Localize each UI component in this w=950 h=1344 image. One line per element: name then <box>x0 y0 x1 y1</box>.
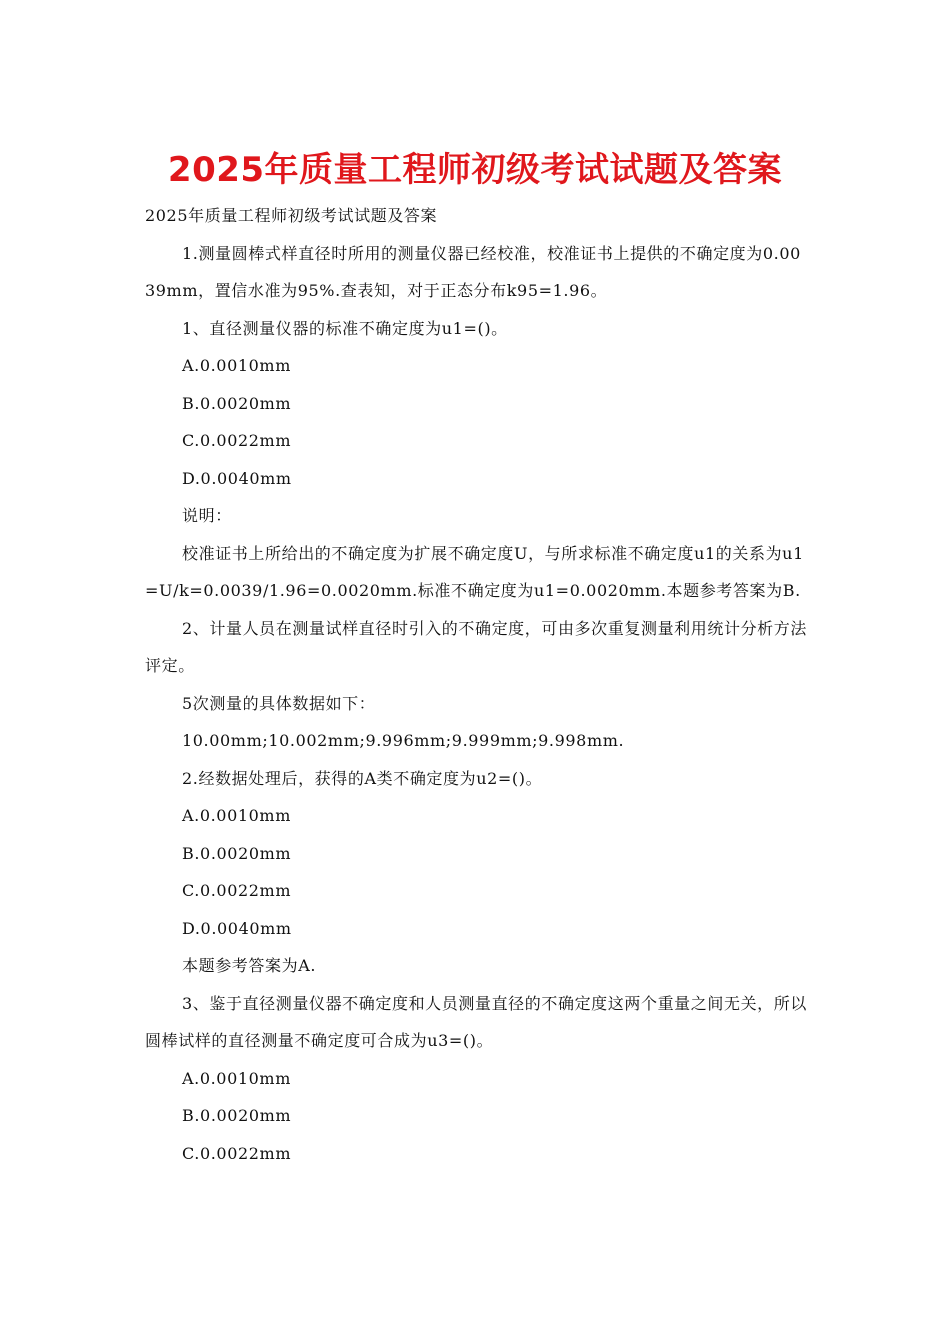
measurement-data-values: 10.00mm;10.002mm;9.996mm;9.999mm;9.998mm. <box>182 731 625 750</box>
question-3-option-c: C.0.0022mm <box>182 1143 292 1163</box>
question-1-option-c: C.0.0022mm <box>182 431 292 450</box>
question-2-option-d: D.0.0040mm <box>182 918 292 938</box>
question-intro-paragraph: 1.测量圆棒式样直径时所用的测量仪器已经校准，校准证书上提供的不确定度为0.0039mm，置信水准为95%.查表知，对于正态分布k95=1.96。 <box>145 243 801 300</box>
question-2-option-a: A.0.0010mm <box>182 806 291 825</box>
question-2-intro: 2、计量人员在测量试样直径时引入的不确定度，可由多次重复测量利用统计分析方法评定。 <box>145 618 807 675</box>
explanation-text: 校准证书上所给出的不确定度为扩展不确定度U，与所求标准不确定度u1的关系为u1=U/k=0.0039/1.96=0.0020mm.标准不确定度为u1=0.0020mm.本题参考答案为B. <box>145 543 804 600</box>
subtitle-paragraph: 2025年质量工程师初级考试试题及答案 <box>145 206 438 225</box>
question-1: 1、直径测量仪器的标准不确定度为u1=()。 <box>182 318 508 338</box>
explanation-label: 说明： <box>182 506 232 525</box>
question-2-answer: 本题参考答案为A. <box>182 956 317 975</box>
question-3: 3、鉴于直径测量仪器不确定度和人员测量直径的不确定度这两个重量之间无关，所以圆棒试样的直径测量不确定度可合成为u3=()。 <box>145 993 807 1050</box>
question-1-option-b: B.0.0020mm <box>182 393 292 413</box>
question-2: 2.经数据处理后，获得的A类不确定度为u2=()。 <box>182 768 543 788</box>
measurement-data-label: 5次测量的具体数据如下： <box>182 693 376 713</box>
document-body <box>145 197 807 1172</box>
question-1-option-a: A.0.0010mm <box>182 356 291 375</box>
question-3-option-b: B.0.0020mm <box>182 1106 292 1125</box>
question-1-option-d: D.0.0040mm <box>182 468 292 488</box>
document-title: 2025年质量工程师初级考试试题及答案 <box>167 150 783 190</box>
question-2-option-b: B.0.0020mm <box>182 843 292 863</box>
question-3-option-a: A.0.0010mm <box>182 1068 291 1088</box>
question-2-option-c: C.0.0022mm <box>182 881 292 900</box>
